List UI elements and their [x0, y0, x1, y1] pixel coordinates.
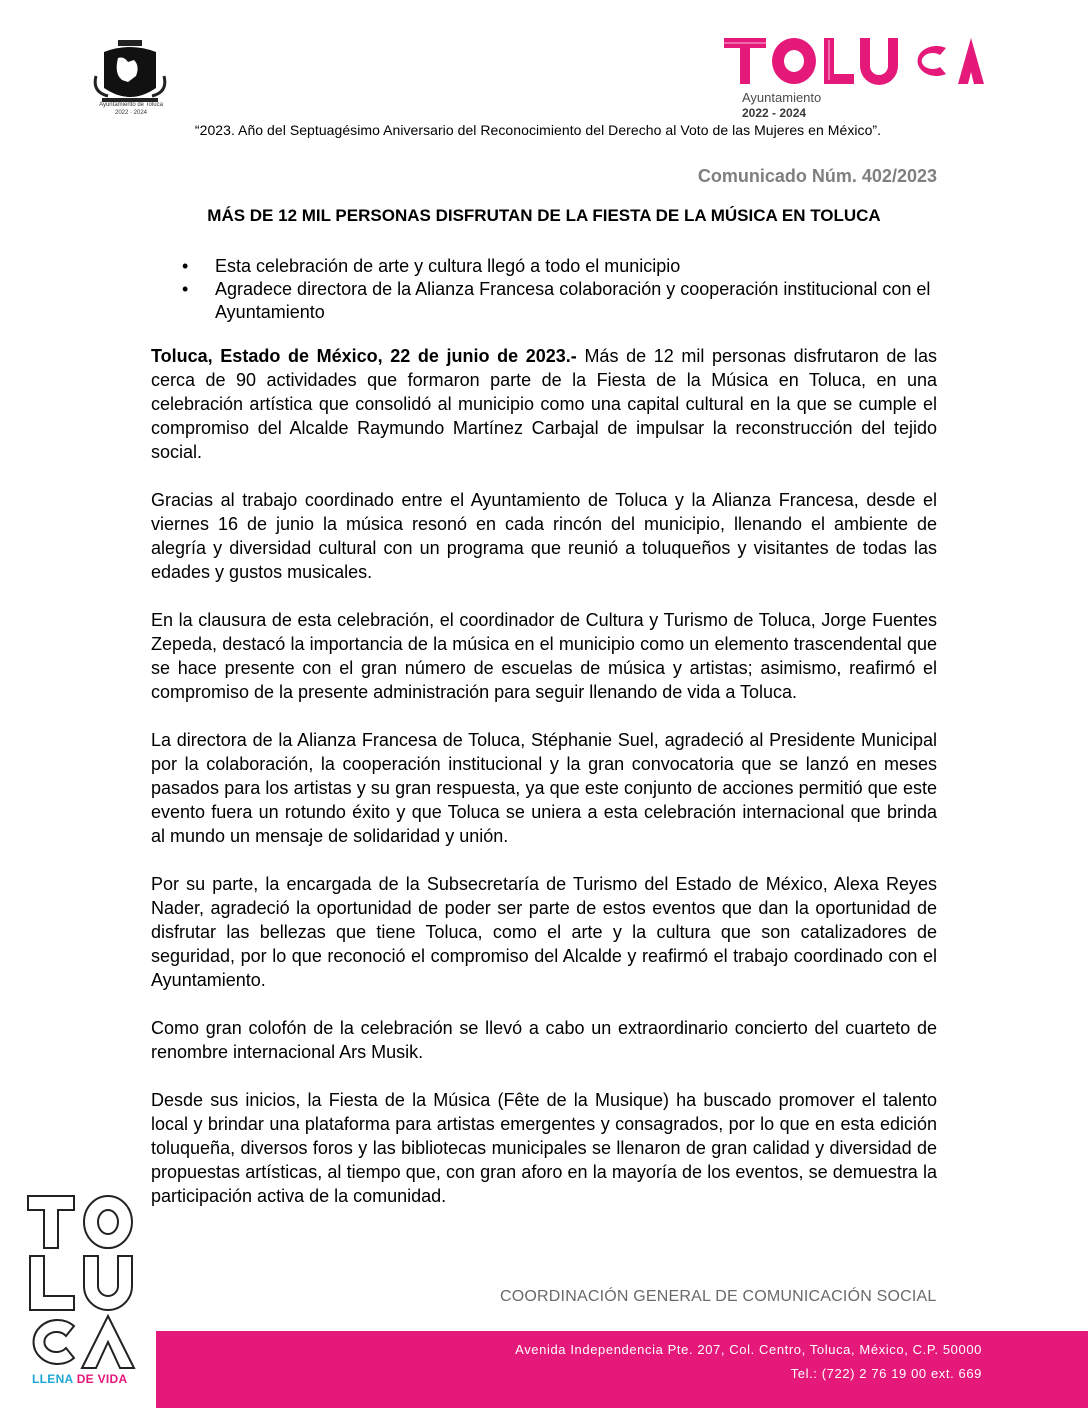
seal-caption: Ayuntamiento de Toluca — [99, 102, 163, 108]
toluca-logo — [724, 36, 984, 86]
headline: MÁS DE 12 MIL PERSONAS DISFRUTAN DE LA FIESTA DE LA MÚSICA EN TOLUCA — [207, 206, 881, 225]
official-year-slogan: “2023. Año del Septuagésimo Aniversario del Reconocimiento del Derecho al Voto de las Mujeres en México”. — [194, 122, 882, 138]
paragraph: Desde sus inicios, la Fiesta de la Música (Fête de la Musique) ha buscado promover el talento local y brindar una plataforma para artistas emergentes y consagrados, por lo que en esta edición toluqueña, diversos foros y las bibliotecas municipales se llenaron de gran calidad y diversidad de propuestas artísticas, al tiempo que, con gran aforo en la mayoría de los eventos, se demuestra la participación activa de la comunidad. — [151, 1090, 937, 1206]
paragraph: Toluca, Estado de México, 22 de junio de 2023.- Más de 12 mil personas disfrutaron de las cerca de 90 actividades que formaron parte de la Fiesta de la Música en Toluca, en una celebración artística que consolidó al municipio como una capital cultural en la que se cumple el compromiso del Alcalde Raymundo Martínez Carbajal de impulsar la reconstrucción del tejido social. — [151, 346, 938, 462]
toluca-footer-logo — [26, 1194, 136, 1370]
paragraph: En la clausura de esta celebración, el coordinador de Cultura y Turismo de Toluca, Jorge Fuentes Zepeda, destacó la importancia de la música en el municipio como un elemento trascendental que se hace presente con el gran número de escuelas de música y artistas; asimismo, reafirmó el compromiso de la presente administración para seguir llenando de vida a Toluca. — [151, 610, 937, 702]
bullet-icon: • — [182, 279, 189, 299]
coordination-office: COORDINACIÓN GENERAL DE COMUNICACIÓN SOCIAL — [500, 1288, 937, 1305]
paragraph: Como gran colofón de la celebración se llevó a cabo un extraordinario concierto del cuarteto de renombre internacional Ars Musik. — [151, 1018, 937, 1062]
footer-tagline: LLENA DE VIDA — [32, 1372, 128, 1386]
bullet-item: • Esta celebración de arte y cultura llegó a todo el municipio — [182, 256, 681, 276]
footer-phone: Tel.: (722) 2 76 19 00 ext. 669 — [790, 1366, 982, 1381]
dateline: Toluca, Estado de México, 22 de junio de 2023.- — [151, 346, 577, 366]
paragraph: Gracias al trabajo coordinado entre el Ayuntamiento de Toluca y la Alianza Francesa, desde el viernes 16 de junio la música resonó en cada rincón del municipio, llenando el ambiente de alegría y diversidad cultural con un programa que reunió a toluqueños y visitantes de todas las edades y gustos musicales. — [151, 490, 937, 582]
press-release-number: Comunicado Núm. 402/2023 — [697, 166, 937, 186]
paragraph: La directora de la Alianza Francesa de Toluca, Stéphanie Suel, agradeció al Presidente Municipal por la colaboración, la cooperación institucional y la gran convocatoria que se lanzó en meses pasados para los artistas y su gran respuesta, ya que este conjunto de acciones permitió que este evento fuera un rotundo éxito y que Toluca se uniera a esta celebración internacional que brinda al mundo un mensaje de solidaridad y unión. — [151, 730, 937, 846]
footer-address: Avenida Independencia Pte. 207, Col. Centro, Toluca, México, C.P. 50000 — [515, 1342, 982, 1357]
logo-years: 2022 - 2024 — [742, 106, 807, 120]
summary-bullets — [182, 255, 942, 324]
seal-caption-years: 2022 · 2024 — [114, 110, 148, 116]
bullet-item: • Agradece directora de la Alianza Francesa colaboración y cooperación institucional con el Ayuntamiento — [182, 279, 931, 322]
paragraph: Por su parte, la encargada de la Subsecretaría de Turismo del Estado de México, Alexa Reyes Nader, agradeció la oportunidad de poder ser parte de estos eventos que dan la oportunidad de disfrutar las bellezas que tiene Toluca, como el arte y la cultura que son catalizadores de seguridad, por lo que reconoció el compromiso del Alcalde y reafirmó el trabajo coordinado con el Ayuntamiento. — [151, 874, 937, 990]
article-body — [151, 344, 937, 1232]
bullet-icon: • — [182, 256, 189, 276]
logo-subtitle: Ayuntamiento — [742, 90, 822, 105]
